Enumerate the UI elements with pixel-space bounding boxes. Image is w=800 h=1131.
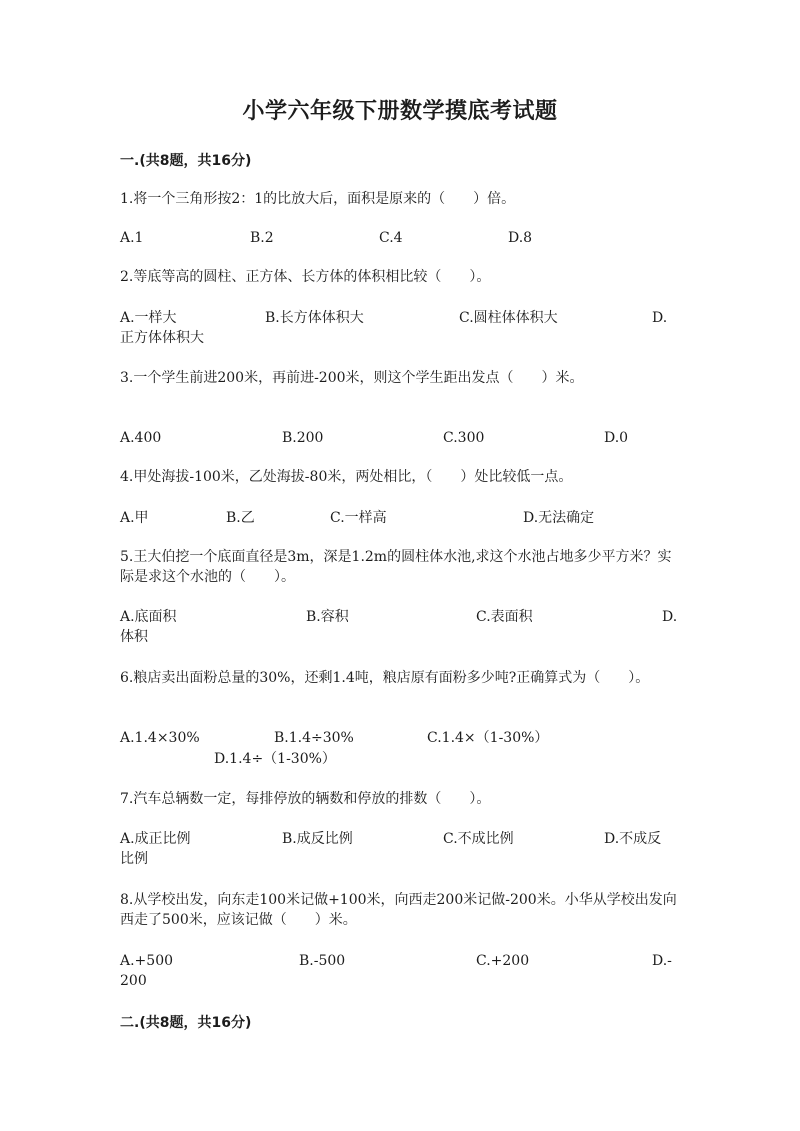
question-1: 1.将一个三角形按2：1的比放大后，面积是原来的（ ）倍。 (120, 191, 516, 207)
question-5: 5.王大伯挖一个底面直径是3m，深是1.2m的圆柱体水池,求这个水池占地多少平方米？实际是求这个水池的（ ）。 (120, 549, 672, 585)
question-2: 2.等底等高的圆柱、正方体、长方体的体积相比较（ ）。 (120, 269, 491, 285)
q8-option-b: B.-500 (299, 953, 346, 969)
q3-option-d: D.0 (604, 430, 629, 446)
q7-option-b: B.成反比例 (282, 831, 353, 847)
q7-option-d: D.不成反 (604, 831, 662, 847)
q1-option-b: B.2 (250, 230, 274, 246)
q2-option-b: B.长方体体积大 (265, 310, 364, 326)
section-heading-1: 一.(共8题，共16分) (120, 153, 252, 169)
section-heading-2: 二.(共8题，共16分) (120, 1015, 252, 1031)
q6-option-d: D.1.4÷（1-30%） (214, 751, 336, 767)
q8-option-d: D.- (652, 953, 672, 969)
q2-option-d-text: 正方体体积大 (120, 330, 204, 346)
q2-option-c: C.圆柱体体积大 (459, 310, 558, 326)
q7-option-a: A.成正比例 (120, 831, 191, 847)
exam-title: 小学六年级下册数学摸底考试题 (242, 99, 558, 124)
question-8: 8.从学校出发，向东走100米记做+100米，向西走200米记做-200米。小华从学校出发向西走了500米，应该记做（ ）米。 (120, 892, 677, 928)
q3-option-a: A.400 (120, 430, 162, 446)
q6-option-b: B.1.4÷30% (274, 730, 354, 746)
q3-option-b: B.200 (282, 430, 324, 446)
q1-option-a: A.1 (120, 230, 144, 246)
q4-option-c: C.一样高 (330, 510, 387, 526)
q2-option-d: D. (652, 310, 668, 326)
q6-option-c: C.1.4×（1-30%） (427, 730, 549, 746)
q5-option-d-text: 体积 (120, 629, 148, 645)
q8-option-c: C.+200 (476, 953, 530, 969)
q6-option-a: A.1.4×30% (120, 730, 200, 746)
q1-option-d: D.8 (508, 230, 533, 246)
question-3: 3.一个学生前进200米，再前进-200米，则这个学生距出发点（ ）米。 (120, 370, 584, 386)
q2-option-a: A.一样大 (120, 310, 177, 326)
q5-option-b: B.容积 (306, 609, 349, 625)
q8-option-d-text: 200 (120, 973, 147, 989)
q4-option-a: A.甲 (120, 510, 149, 526)
q1-option-c: C.4 (379, 230, 403, 246)
question-4: 4.甲处海拔-100米，乙处海拔-80米，两处相比，（ ）处比较低一点。 (120, 469, 573, 485)
question-7: 7.汽车总辆数一定，每排停放的辆数和停放的排数（ ）。 (120, 791, 491, 807)
q4-option-b: B.乙 (226, 510, 255, 526)
question-6: 6.粮店卖出面粉总量的30%，还剩1.4吨，粮店原有面粉多少吨?正确算式为（ ）。 (120, 670, 650, 686)
q7-option-c: C.不成比例 (443, 831, 514, 847)
q7-option-d-text: 比例 (120, 851, 148, 867)
q3-option-c: C.300 (443, 430, 485, 446)
q4-option-d: D.无法确定 (523, 510, 595, 526)
q5-option-a: A.底面积 (120, 609, 177, 625)
q5-option-c: C.表面积 (476, 609, 533, 625)
q8-option-a: A.+500 (120, 953, 174, 969)
q5-option-d: D. (662, 609, 678, 625)
